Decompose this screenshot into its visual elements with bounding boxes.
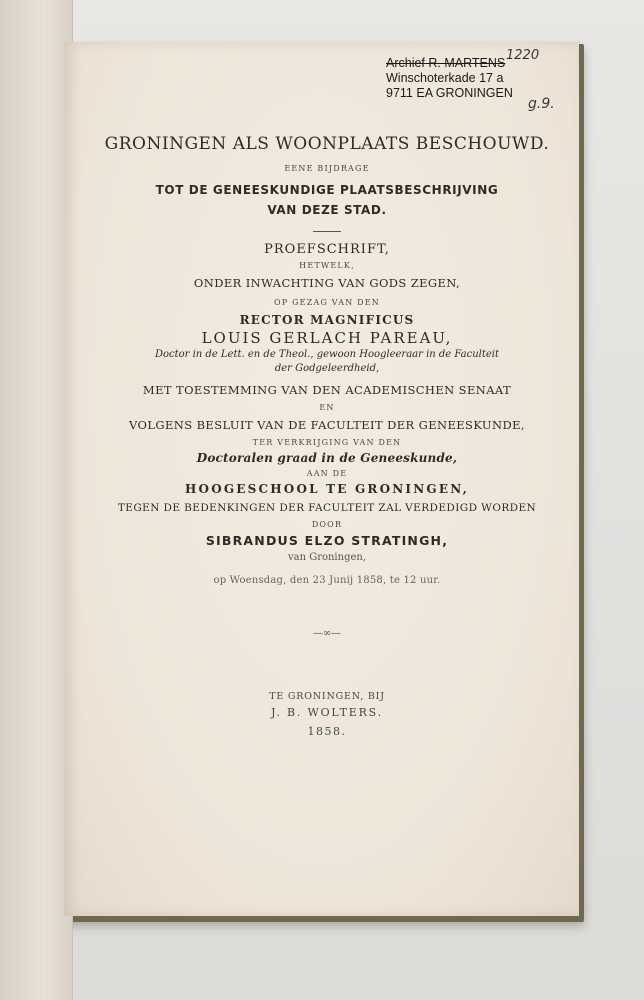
hetwelk-line: HETWELK, [299, 261, 355, 270]
stamp-line-3: 9711 EA GRONINGEN [386, 86, 513, 100]
faculty-decision-line: VOLGENS BESLUIT VAN DE FACULTEIT DER GENEESKUNDE, [129, 418, 525, 432]
onder-line: ONDER INWACHTING VAN GODS ZEGEN, [193, 276, 461, 290]
imprint-place: TE GRONINGEN, BIJ [269, 691, 385, 702]
defense-line: TEGEN DE BEDENKINGEN DER FACULTEIT ZAL VERDEDIGD WORDEN [117, 502, 537, 514]
rector-description-1: Doctor in de Lett. en de Theol., gewoon Hoogleeraar in de Faculteit [154, 349, 500, 360]
rector-name: LOUIS GERLACH PAREAU, [201, 329, 453, 347]
printer-name: J. B. WOLTERS. [271, 706, 383, 719]
proefschrift-heading: PROEFSCHRIFT, [264, 242, 390, 257]
author-name: SIBRANDUS ELZO STRATINGH, [205, 533, 449, 548]
subtitle-small: EENE BIJDRAGE [284, 164, 370, 173]
handwritten-note: g.9. [528, 96, 555, 112]
divider-rule [313, 231, 341, 232]
subtitle-line-2: VAN DEZE STAD. [267, 203, 387, 217]
facing-page [0, 0, 73, 1000]
subtitle-line-1: TOT DE GENEESKUNDIGE PLAATSBESCHRIJVING [155, 183, 499, 197]
en-line: EN [319, 403, 335, 412]
defense-date: op Woensdag, den 23 Junij 1858, te 12 uur. [213, 575, 441, 586]
ornament-divider: —∞— [312, 628, 342, 639]
archive-stamp [386, 56, 566, 101]
publication-year: 1858. [307, 725, 347, 738]
aan-de-line: AAN DE [306, 469, 348, 478]
title-page-text [92, 128, 562, 738]
university-line: HOOGESCHOOL TE GRONINGEN, [185, 482, 469, 496]
rector-line: RECTOR MAGNIFICUS [239, 313, 415, 327]
page-title: GRONINGEN ALS WOONPLAATS BESCHOUWD. [104, 134, 550, 154]
stamp-line-1: Archief R. MARTENS [386, 56, 506, 70]
stamp-line-2: Winschoterkade 17 a [386, 71, 504, 85]
author-origin: van Groningen, [287, 552, 367, 563]
senate-line: MET TOESTEMMING VAN DEN ACADEMISCHEN SENAAT [142, 383, 512, 397]
handwritten-number: 1220 [506, 48, 540, 63]
door-line: DOOR [311, 520, 343, 529]
verkrijging-line: TER VERKRIJGING VAN DEN [252, 438, 402, 447]
doctoral-degree-line: Doctoralen graad in de Geneeskunde, [196, 451, 458, 465]
op-gezag-line: OP GEZAG VAN DEN [274, 298, 380, 307]
rector-description-2: der Godgeleerdheid, [274, 363, 380, 374]
